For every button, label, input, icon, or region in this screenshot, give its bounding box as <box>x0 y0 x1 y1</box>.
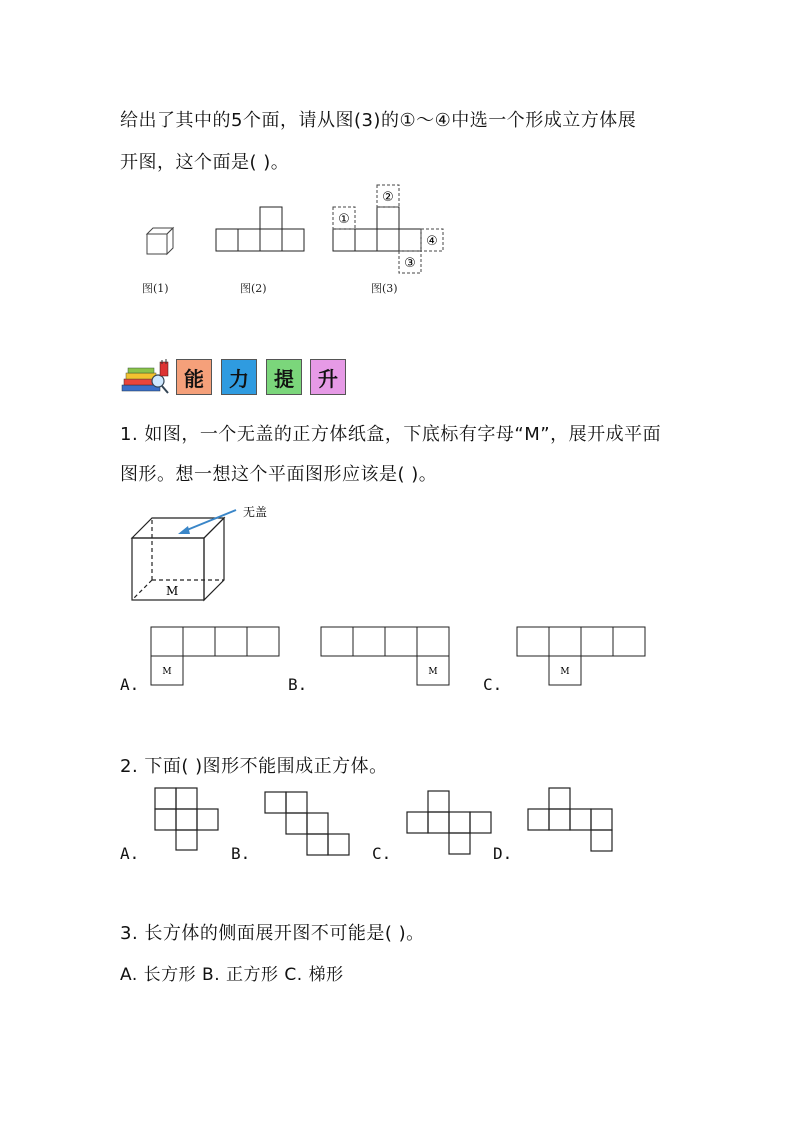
mark-3: ③ <box>404 256 416 271</box>
intro-line-1: 给出了其中的5个面，请从图(3)的①～④中选一个形成立方体展 <box>120 110 637 131</box>
section-char-4: 升 <box>310 359 346 395</box>
q1-net-a <box>150 626 282 686</box>
q2-net-c <box>406 790 492 855</box>
q2-option-a[interactable]: A. <box>120 844 140 863</box>
q3-answers: A. 长方形 B. 正方形 C. 梯形 <box>120 965 344 985</box>
caption-fig-1: 图(1) <box>142 282 169 295</box>
lid-label: 无盖 <box>243 505 268 519</box>
q1-option-c[interactable]: C. <box>483 675 503 694</box>
svg-text:M: M <box>428 667 438 677</box>
box-letter: M <box>166 584 179 598</box>
q2-net-b <box>264 791 350 856</box>
open-box-figure <box>128 500 268 606</box>
q1-net-b <box>320 626 452 686</box>
section-char-1: 能 <box>176 359 212 395</box>
intro-line-2: 开图，这个面是( )。 <box>120 152 290 173</box>
caption-fig-2: 图(2) <box>240 282 267 295</box>
q2-option-b[interactable]: B. <box>231 844 251 863</box>
net-figure-3 <box>332 184 448 276</box>
q1-option-b[interactable]: B. <box>288 675 308 694</box>
section-char-3: 提 <box>266 359 302 395</box>
q2-text: 2. 下面( )图形不能围成正方体。 <box>120 756 388 777</box>
q1-line-2: 图形。想一想这个平面图形应该是( )。 <box>120 464 438 485</box>
q2-net-a <box>154 787 220 851</box>
q3-text: 3. 长方体的侧面展开图不可能是( )。 <box>120 923 425 944</box>
q1-line-1: 1. 如图，一个无盖的正方体纸盒，下底标有字母“M”，展开成平面 <box>120 424 662 445</box>
books-icon <box>120 359 172 395</box>
q2-option-d[interactable]: D. <box>493 844 513 863</box>
mark-1: ① <box>338 212 350 227</box>
svg-text:M: M <box>560 667 570 677</box>
caption-fig-3: 图(3) <box>371 282 398 295</box>
q2-net-d <box>527 787 613 852</box>
section-char-2: 力 <box>221 359 257 395</box>
q1-option-a[interactable]: A. <box>120 675 140 694</box>
mark-4: ④ <box>426 234 438 249</box>
svg-text:M: M <box>162 667 172 677</box>
mark-2: ② <box>382 190 394 205</box>
q1-net-c <box>516 626 648 686</box>
net-figure-2 <box>215 206 307 252</box>
q2-option-c[interactable]: C. <box>372 844 392 863</box>
cube-figure-1 <box>145 226 179 256</box>
